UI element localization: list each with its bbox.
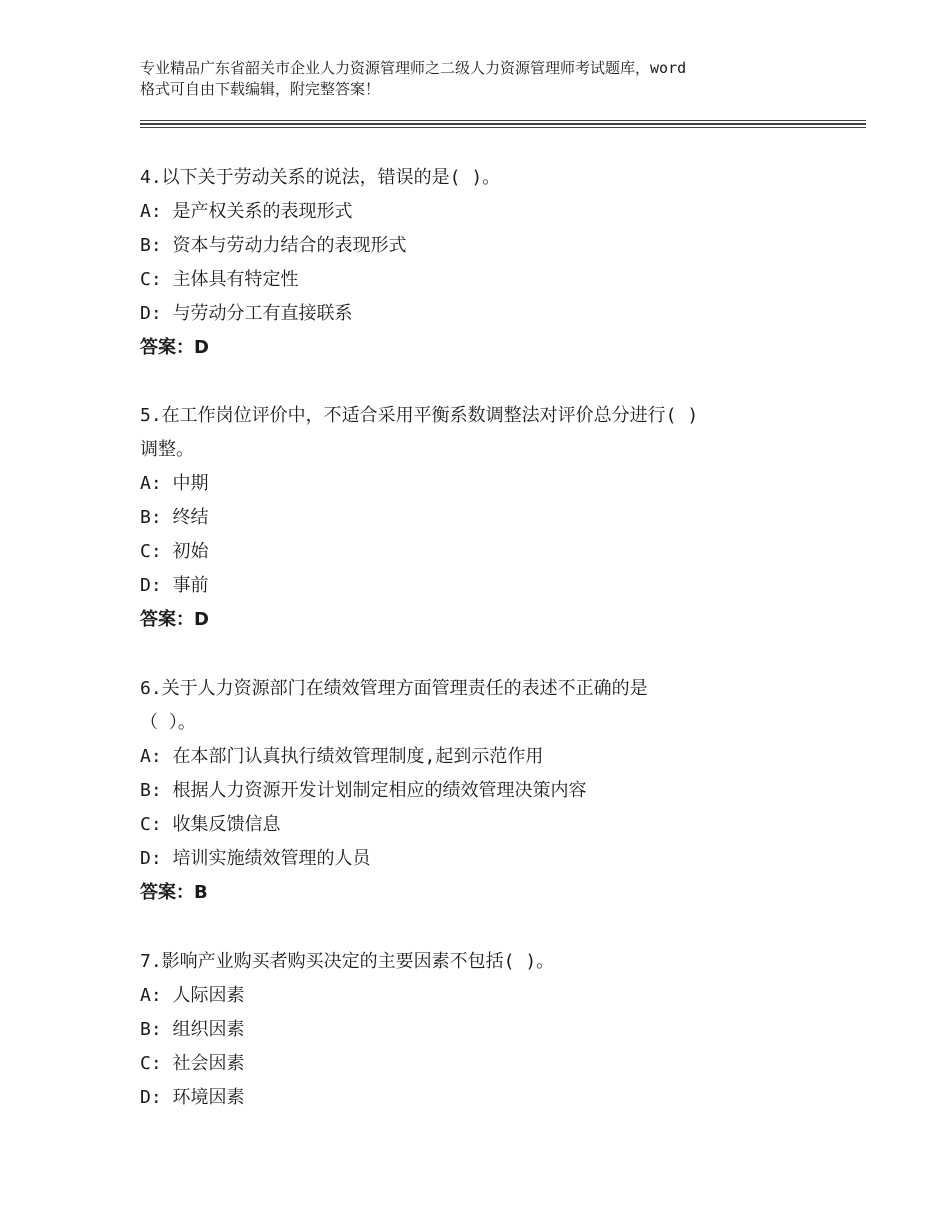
answer-label: 答案：D <box>140 337 209 358</box>
option-d: D: 培训实施绩效管理的人员 <box>140 848 371 869</box>
header-line-1: 专业精品广东省韶关市企业人力资源管理师之二级人力资源管理师考试题库，word <box>140 59 687 77</box>
header-divider <box>140 127 866 128</box>
option-c: C: 社会因素 <box>140 1053 245 1074</box>
answer-label: 答案：D <box>140 609 209 630</box>
option-a: A: 中期 <box>140 473 209 494</box>
question-stem: 6.关于人力资源部门在绩效管理方面管理责任的表述不正确的是 <box>140 678 648 699</box>
answer-label: 答案：B <box>140 882 208 903</box>
option-d: D: 环境因素 <box>140 1087 245 1108</box>
option-b: B: 组织因素 <box>140 1019 245 1040</box>
header-line-2: 格式可自由下载编辑，附完整答案！ <box>140 80 381 98</box>
option-c: C: 初始 <box>140 541 209 562</box>
header-divider <box>140 120 866 121</box>
option-d: D: 与劳动分工有直接联系 <box>140 303 353 324</box>
header-divider <box>140 123 866 125</box>
option-d: D: 事前 <box>140 575 209 596</box>
option-a: A: 是产权关系的表现形式 <box>140 201 353 222</box>
option-b: B: 资本与劳动力结合的表现形式 <box>140 235 407 256</box>
option-b: B: 终结 <box>140 507 209 528</box>
question-4 <box>140 161 840 365</box>
question-5 <box>140 399 840 637</box>
question-7 <box>140 945 840 1115</box>
question-stem: 5.在工作岗位评价中，不适合采用平衡系数调整法对评价总分进行( ) <box>140 405 699 426</box>
question-6 <box>140 672 840 910</box>
option-b: B: 根据人力资源开发计划制定相应的绩效管理决策内容 <box>140 780 587 801</box>
question-stem: 7.影响产业购买者购买决定的主要因素不包括( )。 <box>140 951 555 972</box>
option-c: C: 收集反馈信息 <box>140 814 281 835</box>
question-stem-continued: （ ）。 <box>140 712 196 733</box>
option-a: A: 人际因素 <box>140 985 245 1006</box>
document-header <box>140 58 840 100</box>
question-stem-continued: 调整。 <box>140 439 194 460</box>
option-c: C: 主体具有特定性 <box>140 269 299 290</box>
option-a: A: 在本部门认真执行绩效管理制度,起到示范作用 <box>140 746 544 767</box>
question-stem: 4.以下关于劳动关系的说法，错误的是( )。 <box>140 167 501 188</box>
